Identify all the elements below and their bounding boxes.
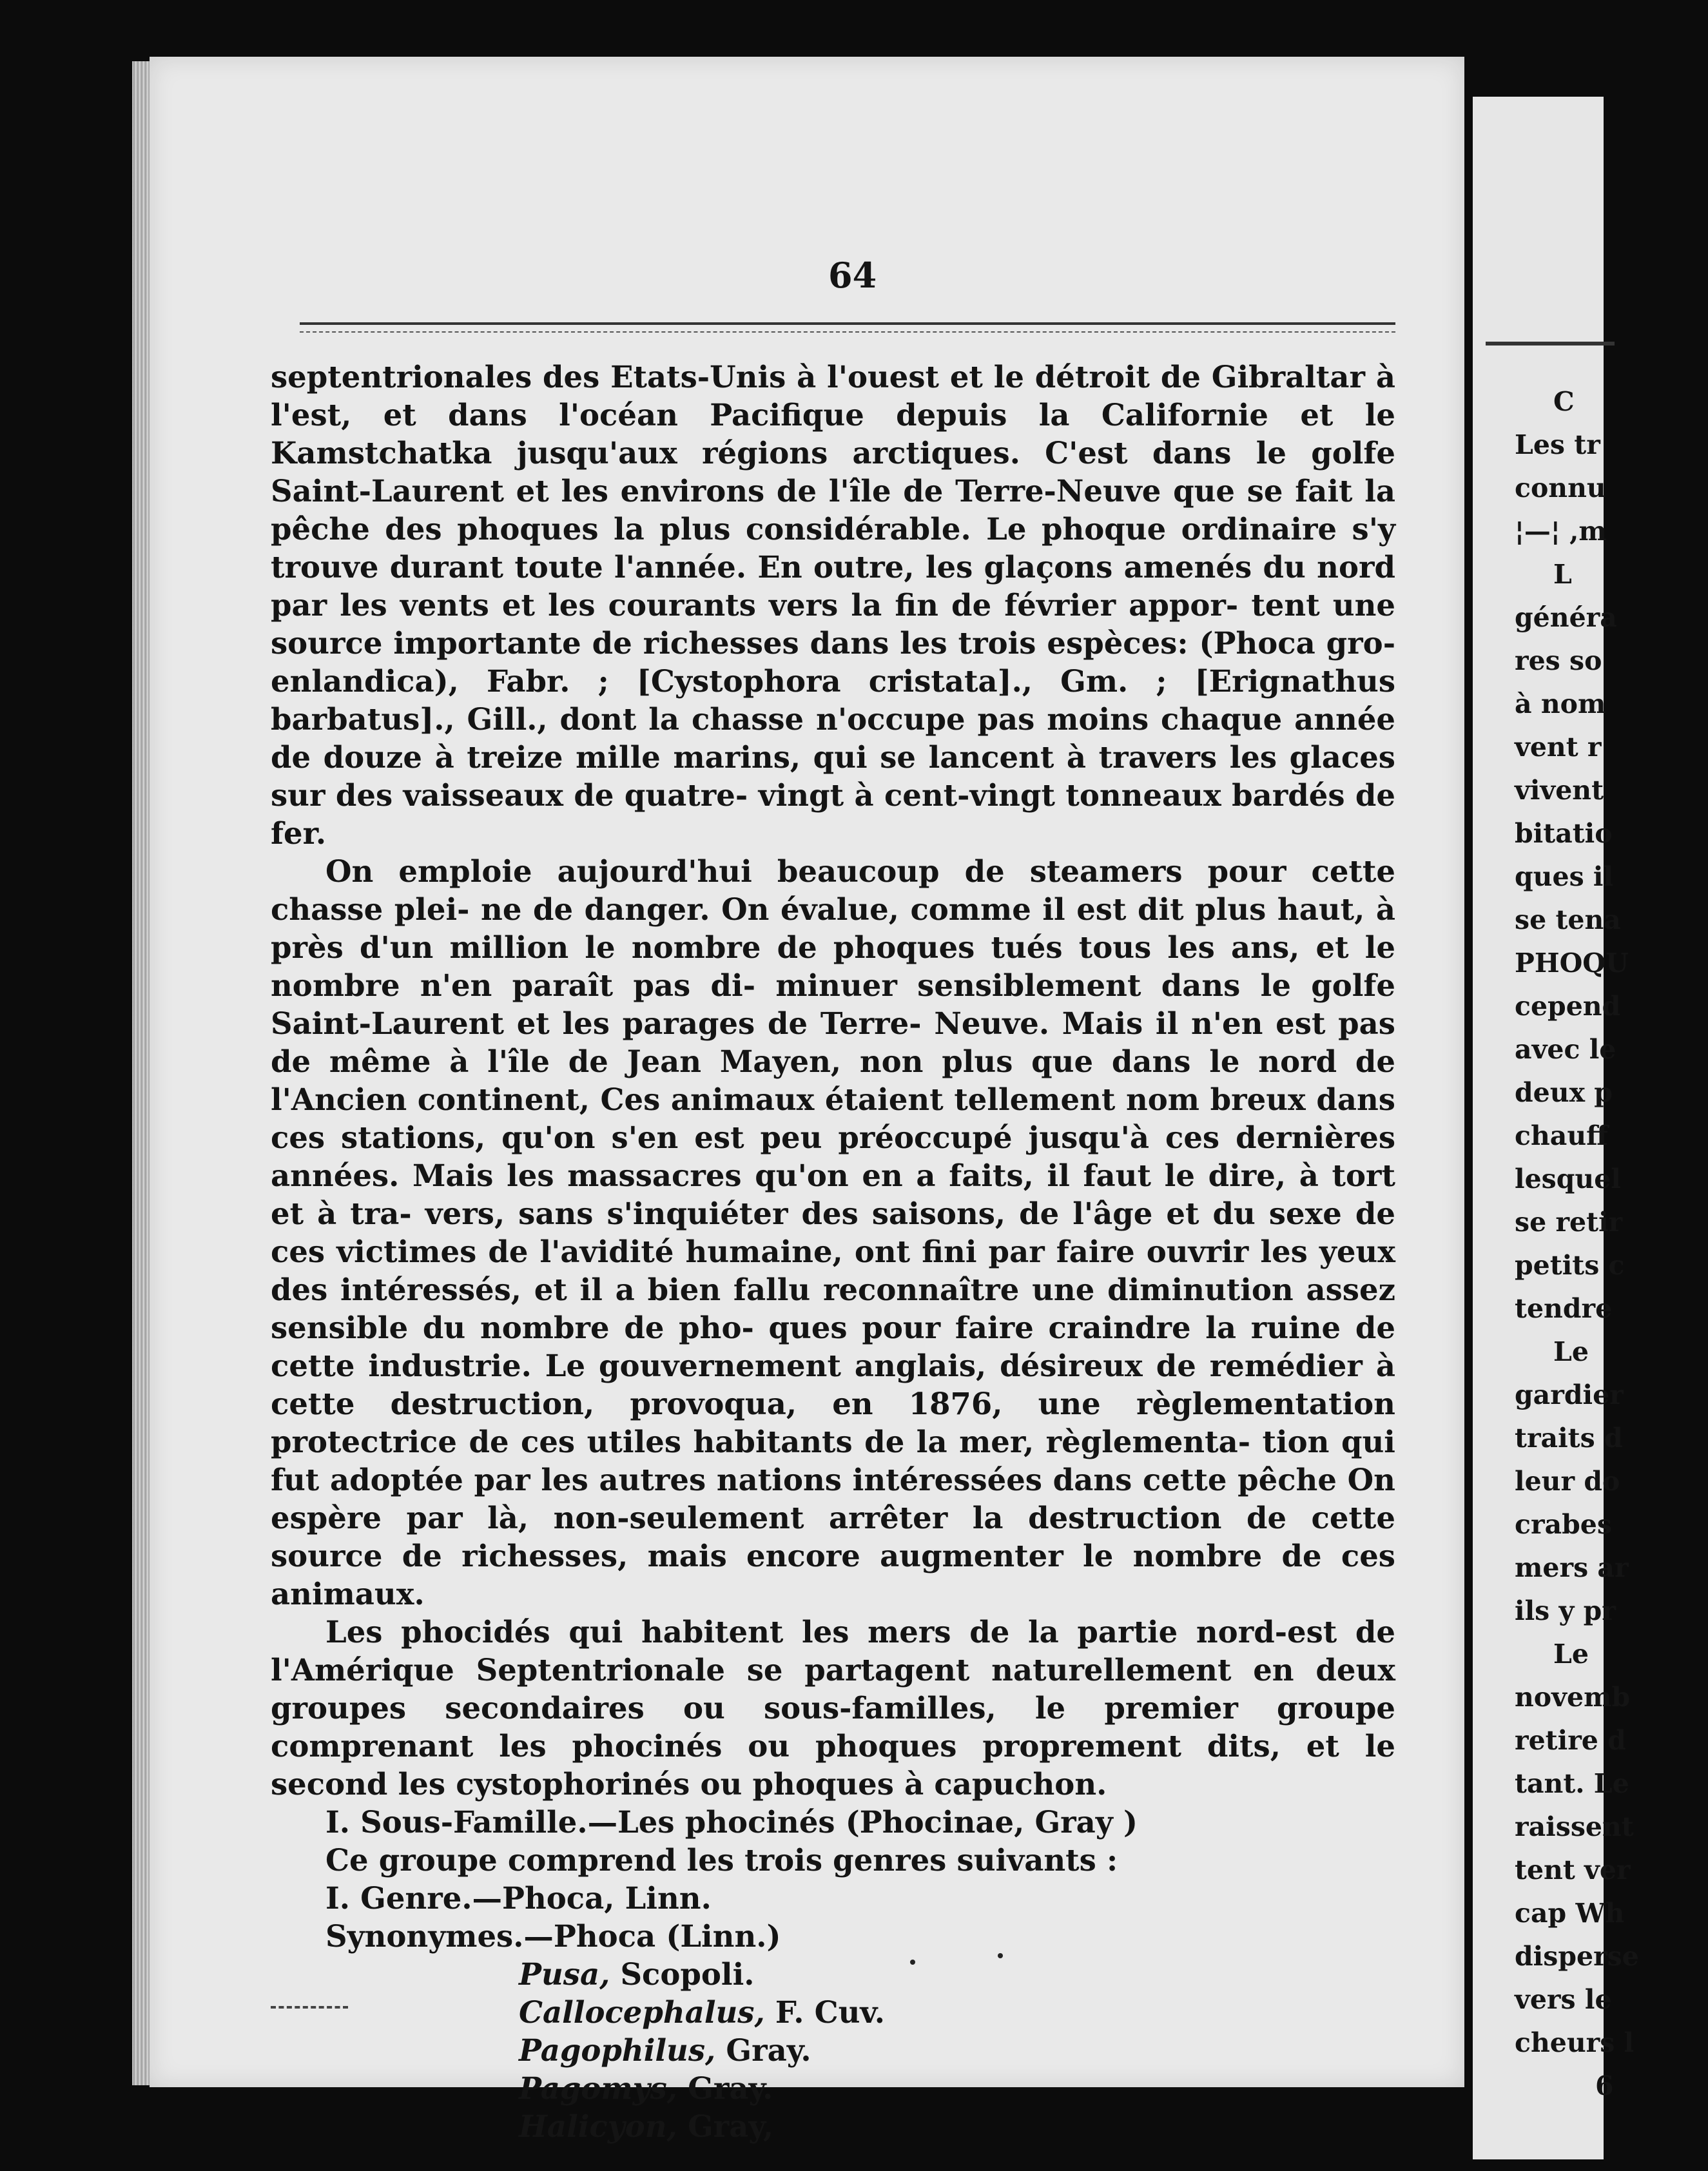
right-line: tant. Le [1515,1768,1629,1799]
right-line: se tena [1515,904,1621,935]
right-line: cepend [1515,991,1621,1022]
text-line: Neuve. Mais il n'en est pas de même à l'île de Jean Mayen, non plus que [271,1006,1395,1079]
text-line: dans l'océan Pacifique depuis la Californie et le Kamstchatka jusqu'aux [271,397,1395,471]
ink-dot [910,1960,915,1965]
genus-heading: I. Genre.—Phoca, Linn. [325,1880,712,1916]
text-line: amenés du nord par les vents et les courants vers la fin de février appor- [271,549,1395,623]
body-text [271,358,1395,2145]
synonym-author: Gray, [677,2108,774,2144]
synonym-item [519,2031,1395,2069]
text-line: dont la chasse n'occupe pas moins chaque année de douze à treize mille [271,701,1395,775]
right-line: res so [1515,645,1602,676]
right-line: traits d [1515,1423,1623,1454]
text-line: enlandica), Fabr. ; [Cystophora cristata]., Gm. ; [Erignathus barbatus]., Gill., [271,663,1395,737]
right-line: ¦—¦ ,m [1515,516,1607,547]
right-line: Le [1553,1336,1589,1367]
text-line: tent une source importante de richesses dans les trois espèces: (Phoca gro- [271,587,1395,661]
synonym-item [519,2107,1395,2145]
text-line: Septentrionale se partagent naturellement en deux groupes secondaires [271,1652,1395,1726]
right-line: gardier [1515,1379,1624,1410]
right-line: novemb [1515,1682,1631,1713]
right-line: généra [1515,602,1617,633]
right-line: chauff [1515,1120,1608,1151]
right-line: vers le [1515,1984,1612,2015]
right-line: ils y pr [1515,1595,1616,1626]
right-line: mers ar [1515,1552,1629,1583]
text-line: de Terre-Neuve que se fait la pêche des phoques la plus considérable. Le [271,473,1395,547]
right-line: petits c [1515,1250,1625,1281]
ink-dot [998,1953,1003,1958]
text-line: anglais, désireux de remédier à cette destruction, provoqua, en 1876, une [271,1348,1395,1421]
text-line: septentrionales des Etats-Unis à l'ouest et le détroit de Gibraltar à l'est, et [271,359,1395,433]
synonym-author: Gray. [715,2032,811,2068]
synonym-genus: Halicyon, [519,2108,677,2144]
text-line: régions arctiques. C'est dans le golfe Saint-Laurent et les environs de l'île [271,435,1395,509]
right-line: cap Wh [1515,1898,1625,1929]
text-line: vingt à cent-vingt tonneaux bardés de fer. [271,777,1395,851]
paragraph-1 [271,358,1395,852]
right-line: L [1553,559,1572,590]
right-line: ques il [1515,861,1614,892]
right-line: lesquel [1515,1163,1621,1194]
text-line: ou sous-familles, le premier groupe comprenant les phocinés ou phoques [271,1690,1395,1764]
header-rule [300,322,1395,333]
right-page-text [1515,380,1708,2108]
text-line: marins, qui se lancent à travers les glaces sur des vaisseaux de quatre- [271,739,1395,813]
paragraph-2 [271,852,1395,1613]
text-line: bien fallu reconnaître une diminution assez sensible du nombre de pho- [271,1272,1395,1345]
book-page-edges [132,61,151,2085]
synonym-author: Gray. [677,2070,773,2106]
synonym-genus: Pusa, [519,1956,610,1992]
right-page-rule [1486,342,1615,346]
right-page-fragment [1473,97,1639,2159]
synonyms-list [271,1955,1395,2145]
text-line: minuer sensiblement dans le golfe Saint-Laurent et les parages de Terre- [271,968,1396,1041]
text-line: règlementation protectrice de ces utiles habitants de la mer, règlementa- [271,1386,1395,1459]
text-line: l'avidité humaine, ont fini par faire ouvrir les yeux des intéressés, et il a [271,1234,1395,1307]
synonym-genus: Pagophilus, [519,2032,716,2068]
right-line: C [1553,386,1575,417]
right-line: Le [1553,1639,1589,1670]
right-line: raissent [1515,1811,1634,1842]
synonym-author: F. Cuv. [764,1994,885,2030]
text-line: ne de danger. On évalue, comme il est dit plus haut, à près d'un million [271,891,1395,965]
synonyms-label: Synonymes.—Phoca (Linn.) [325,1918,781,1954]
synonym-genus: Callocephalus, [519,1994,765,2030]
text-line: tion qui fut adoptée par les autres nations intéressées dans cette pêche [271,1424,1395,1497]
right-line: tendre [1515,1293,1613,1324]
right-line: se retir [1515,1207,1623,1238]
synonym-author: Scopoli. [610,1956,755,1992]
right-line: leur do [1515,1466,1620,1497]
right-line: disperse [1515,1941,1639,1972]
right-line: crabes [1515,1509,1612,1540]
right-line: bitatio [1515,818,1613,849]
right-line: retire d [1515,1725,1626,1756]
group-line: Ce groupe comprend les trois genres suivants : [325,1842,1118,1878]
right-line: avec le [1515,1034,1616,1065]
text-line: dans le nord de l'Ancien continent, Ces animaux étaient tellement nom [271,1044,1395,1117]
text-line: ques pour faire craindre la ruine de cette industrie. Le gouvernement [271,1310,1395,1383]
text-line: On espère par là, non-seulement arrêter la destruction de cette source de [271,1462,1395,1573]
text-line: breux dans ces stations, qu'on s'en est peu préoccupé jusqu'à ces dernières [271,1082,1395,1155]
right-line: PHOQU [1515,948,1629,978]
synonym-item [519,2069,1395,2107]
synonym-genus: Pagomys, [519,2070,677,2106]
text-line: richesses, mais encore augmenter le nombre de ces animaux. [271,1538,1395,1611]
right-line: vent r [1515,732,1602,763]
right-line: vivent [1515,775,1604,806]
footer-mark [271,2006,348,2009]
text-line: Les phocidés qui habitent les mers de la partie nord-est de l'Amérique [271,1614,1395,1688]
text-line: phoque ordinaire s'y trouve durant toute l'année. En outre, les glaçons [271,511,1395,585]
subfamily-heading: I. Sous-Famille.—Les phocinés (Phocinae, Gray ) [325,1804,1138,1840]
synonym-item [519,1993,1395,2031]
text-line: On emploie aujourd'hui beaucoup de steamers pour cette chasse plei- [271,853,1395,927]
text-line: le nombre de phoques tués tous les ans, et le nombre n'en paraît pas di- [271,930,1395,1003]
right-line: Les tr [1515,429,1600,460]
right-line: tent ver [1515,1855,1631,1885]
text-line: proprement dits, et le second les cystophorinés ou phoques à capuchon. [271,1728,1395,1802]
synonym-item [519,1955,1395,1993]
text-line: années. Mais les massacres qu'on en a faits, il faut le dire, à tort et à tra- [271,1158,1395,1231]
right-line: 6 [1595,2070,1614,2101]
page-number: 64 [828,255,877,296]
paragraph-3 [271,1613,1395,1803]
right-line: connu [1515,472,1606,503]
right-line: cheurs l [1515,2027,1635,2058]
right-line: deux p [1515,1077,1613,1108]
right-line: à nom [1515,688,1606,719]
text-line: vers, sans s'inquiéter des saisons, de l'âge et du sexe de ces victimes de [271,1196,1395,1269]
